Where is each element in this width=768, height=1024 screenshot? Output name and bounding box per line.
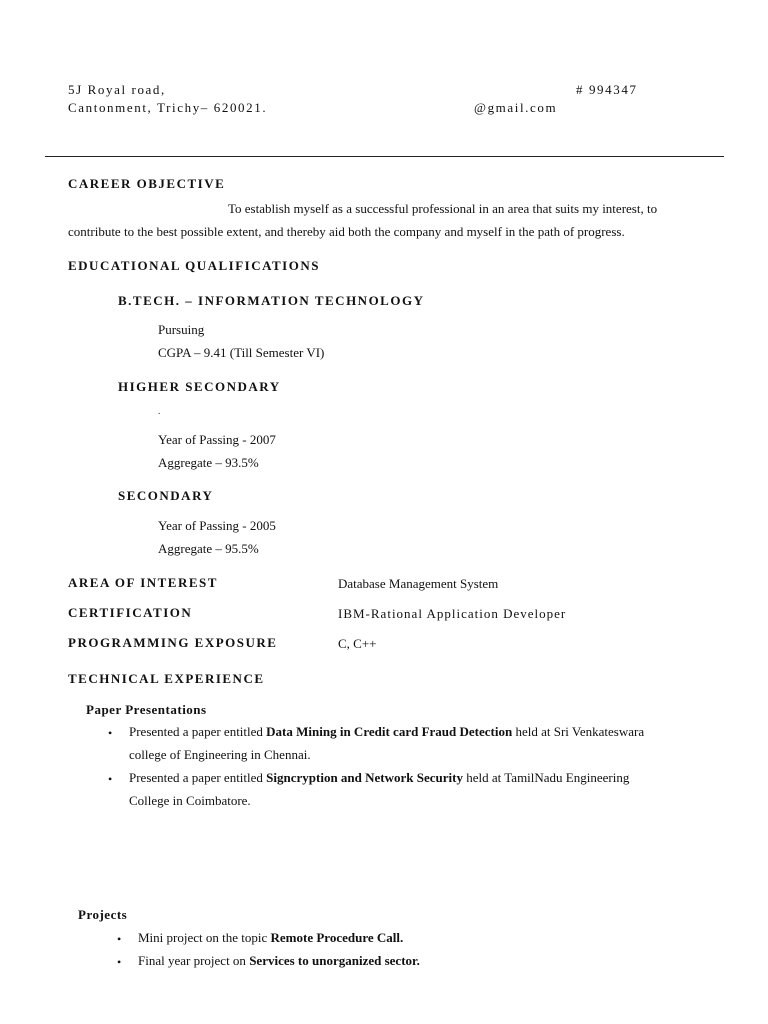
career-objective-heading: CAREER OBJECTIVE bbox=[68, 176, 226, 191]
paper-1-suffix: held at Sri Venkateswara bbox=[512, 724, 645, 739]
career-objective-text-line-1: To establish myself as a successful professional in an area that suits my interest, to bbox=[228, 201, 658, 216]
paper-item-2 bbox=[129, 766, 719, 812]
bullet-icon: • bbox=[117, 955, 122, 969]
secondary-title: SECONDARY bbox=[118, 488, 214, 503]
project-2-title: Services to unorganized sector. bbox=[249, 953, 420, 968]
projects-heading: Projects bbox=[78, 907, 128, 922]
paper-item-1 bbox=[129, 720, 719, 766]
paper-1-line-2: college of Engineering in Chennai. bbox=[129, 747, 311, 762]
header-divider bbox=[45, 156, 724, 157]
career-objective-text-line-2: contribute to the best possible extent, and thereby aid both the company and myself in the path of progress. bbox=[68, 224, 625, 239]
bullet-icon: • bbox=[108, 772, 113, 786]
project-item-1 bbox=[138, 926, 698, 949]
secondary-year: Year of Passing - 2005 bbox=[158, 518, 276, 533]
higher-secondary-dot: . bbox=[158, 406, 161, 416]
btech-status: Pursuing bbox=[158, 322, 205, 337]
paper-2-prefix: Presented a paper entitled bbox=[129, 770, 267, 785]
paper-1-prefix: Presented a paper entitled bbox=[129, 724, 267, 739]
higher-secondary-aggregate: Aggregate – 93.5% bbox=[158, 455, 259, 470]
address-line-1: 5J Royal road, bbox=[68, 82, 166, 97]
paper-1-title: Data Mining in Credit card Fraud Detection bbox=[266, 724, 513, 739]
programming-value: C, C++ bbox=[338, 636, 377, 651]
project-item-2 bbox=[138, 949, 698, 972]
btech-title: B.TECH. – INFORMATION TECHNOLOGY bbox=[118, 293, 425, 308]
higher-secondary-year: Year of Passing - 2007 bbox=[158, 432, 276, 447]
btech-cgpa: CGPA – 9.41 (Till Semester VI) bbox=[158, 345, 325, 360]
bullet-icon: • bbox=[117, 932, 122, 946]
bullet-icon: • bbox=[108, 726, 113, 740]
certification-label: CERTIFICATION bbox=[68, 605, 193, 620]
project-1-title: Remote Procedure Call. bbox=[270, 930, 404, 945]
area-of-interest-value: Database Management System bbox=[338, 576, 499, 591]
certification-value: IBM-Rational Application Developer bbox=[338, 606, 567, 621]
phone-number: # 994347 bbox=[576, 82, 638, 97]
email-address[interactable]: @gmail.com bbox=[474, 100, 558, 115]
area-of-interest-label: AREA OF INTEREST bbox=[68, 575, 218, 590]
paper-2-line-2: College in Coimbatore. bbox=[129, 793, 251, 808]
education-heading: EDUCATIONAL QUALIFICATIONS bbox=[68, 258, 320, 273]
technical-experience-heading: TECHNICAL EXPERIENCE bbox=[68, 671, 265, 686]
paper-2-suffix: held at TamilNadu Engineering bbox=[462, 770, 630, 785]
paper-presentations-heading: Paper Presentations bbox=[86, 702, 207, 717]
higher-secondary-title: HIGHER SECONDARY bbox=[118, 379, 281, 394]
programming-label: PROGRAMMING EXPOSURE bbox=[68, 635, 278, 650]
project-2-prefix: Final year project on bbox=[138, 953, 250, 968]
secondary-aggregate: Aggregate – 95.5% bbox=[158, 541, 259, 556]
paper-2-title: Signcryption and Network Security bbox=[266, 770, 463, 785]
project-1-prefix: Mini project on the topic bbox=[138, 930, 271, 945]
address-line-2: Cantonment, Trichy– 620021. bbox=[68, 100, 268, 115]
